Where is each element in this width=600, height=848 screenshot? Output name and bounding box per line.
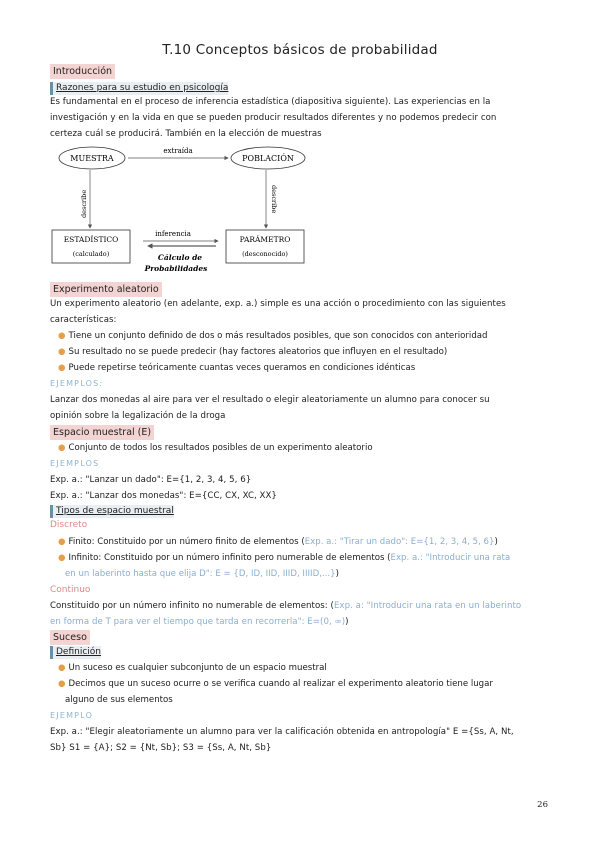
- bullet-dot-icon: ●: [58, 363, 66, 373]
- continuo-example-1: Exp. a: "Introducir una rata en un laberinto: [333, 601, 522, 611]
- inferencia-label: inferencia: [155, 230, 191, 238]
- bullet-dot-icon: ●: [58, 331, 66, 341]
- subheading-tipos: [50, 505, 174, 518]
- muestra-label: MUESTRA: [70, 154, 114, 163]
- continuo-text: Constituido por un número infinito no numerable de elementos: (: [50, 601, 334, 611]
- subheading-razones: [50, 82, 228, 95]
- infinito-example-1: Exp. a.: "Introducir una rata: [390, 553, 511, 563]
- experimento-line-1: Un experimento aleatorio (en adelante, exp. a.) simple es una acción o procedimiento con las siguientes: [50, 299, 506, 309]
- describe-left-label: describe: [80, 189, 88, 218]
- discreto-label: Discreto: [50, 520, 88, 530]
- desconocido-label: (desconocido): [242, 250, 288, 258]
- espacio-bullet-text: Conjunto de todos los resultados posibles de un experimento aleatorio: [68, 443, 373, 453]
- finito-close: ): [494, 537, 498, 547]
- estadistico-label: ESTADÍSTICO: [63, 235, 119, 244]
- infinito-text: Infinito: Constituido por un número infinito pero numerable de elementos (: [68, 553, 391, 563]
- section-heading-introduccion: Introducción: [50, 64, 115, 79]
- infinito-bullet: [58, 552, 510, 564]
- subheading-tipos-text: Tipos de espacio muestral: [56, 506, 174, 516]
- ejemplo-line-2: opinión sobre la legalización de la droga: [50, 411, 226, 421]
- section-heading-espacio: Espacio muestral (E): [50, 425, 154, 440]
- parametro-label: PARÁMETRO: [239, 235, 291, 244]
- intro-line-1: Es fundamental en el proceso de inferencia estadística (diapositiva siguiente). Las experiencias en la: [50, 97, 491, 107]
- bullet-dot-icon: ●: [58, 537, 66, 547]
- finito-text: Finito: Constituido por un número finito de elementos (: [68, 537, 305, 547]
- describe-right-label: describe: [270, 185, 278, 214]
- bullet-dot-icon: ●: [58, 553, 66, 563]
- suceso-bullet-2-continuation: alguno de sus elementos: [65, 695, 173, 705]
- experimento-line-2: características:: [50, 315, 117, 325]
- continuo-example-2: en forma de T para ver el tiempo que tarda en recorrerla": E=(0, ∞): [50, 617, 346, 627]
- finito-example: Exp. a.: "Tirar un dado": E={1, 2, 3, 4, 5, 6}: [304, 537, 495, 547]
- page-title: T.10 Conceptos básicos de probabilidad: [162, 42, 438, 58]
- infinito-close: ): [335, 569, 339, 579]
- intro-line-3: certeza cuál se producirá. También en la elección de muestras: [50, 129, 322, 139]
- extraida-label: extraída: [163, 147, 193, 155]
- inference-diagram: [48, 140, 328, 280]
- espacio-ej-2: Exp. a.: "Lanzar dos monedas": E={CC, CX, XC, XX}: [50, 491, 277, 501]
- subheading-definicion: [50, 646, 101, 659]
- experimento-bullet-2: [58, 346, 447, 358]
- suceso-bullet-2-text: Decimos que un suceso ocurre o se verifica cuando al realizar el experimento aleatorio tiene lugar: [68, 679, 493, 689]
- infinito-example-2: en un laberinto hasta que elija D": E = {D, ID, IID, IIID, IIIID,...}: [65, 569, 336, 579]
- ejemplos-label-1: EJEMPLOS:: [50, 379, 104, 388]
- suceso-ej-2: Sb} S1 = {A}; S2 = {Nt, Sb}; S3 = {Ss, A, Nt, Sb}: [50, 743, 272, 753]
- continuo-line-2: [50, 616, 560, 628]
- experimento-bullet-3: [58, 362, 415, 374]
- bullet-dot-icon: ●: [58, 443, 66, 453]
- ejemplo-label: EJEMPLO: [50, 711, 94, 720]
- bullet-dot-icon: ●: [58, 679, 66, 689]
- experimento-bullet-3-text: Puede repetirse teóricamente cuantas veces queramos en condiciones idénticas: [68, 363, 416, 373]
- infinito-continuation: [65, 568, 339, 580]
- bullet-dot-icon: ●: [58, 347, 66, 357]
- page-number: 26: [537, 800, 548, 810]
- continuo-close: ): [345, 617, 349, 627]
- experimento-bullet-2-text: Su resultado no se puede predecir (hay factores aleatorios que influyen en el resultado): [68, 347, 448, 357]
- section-heading-suceso: Suceso: [50, 630, 90, 645]
- suceso-bullet-2: [58, 678, 493, 690]
- bullet-dot-icon: ●: [58, 663, 66, 673]
- experimento-bullet-1: [58, 330, 488, 342]
- calculado-label: (calculado): [72, 250, 110, 258]
- suceso-bullet-1: [58, 662, 327, 674]
- espacio-bullet: [58, 442, 373, 454]
- espacio-ej-1: Exp. a.: "Lanzar un dado": E={1, 2, 3, 4, 5, 6}: [50, 475, 252, 485]
- section-heading-experimento: Experimento aleatorio: [50, 282, 162, 297]
- finito-bullet: [58, 536, 498, 548]
- continuo-line-1: [50, 600, 560, 612]
- ejemplo-line-1: Lanzar dos monedas al aire para ver el resultado o elegir aleatoriamente un alumno para conocer su: [50, 395, 490, 405]
- poblacion-label: POBLACIÓN: [242, 154, 294, 163]
- calculo-label-2: Probabilidades: [144, 264, 208, 273]
- suceso-bullet-1-text: Un suceso es cualquier subconjunto de un espacio muestral: [68, 663, 327, 673]
- subheading-razones-text: Razones para su estudio en psicología: [56, 83, 229, 93]
- suceso-ej-1: Exp. a.: "Elegir aleatoriamente un alumno para ver la calificación obtenida en antropología" E ={Ss, A, Nt,: [50, 727, 514, 737]
- continuo-label: Continuo: [50, 585, 91, 595]
- experimento-bullet-1-text: Tiene un conjunto definido de dos o más resultados posibles, que son conocidos con anterioridad: [68, 331, 488, 341]
- ejemplos-label-2: EJEMPLOS: [50, 459, 100, 468]
- intro-line-2: investigación y en la vida en que se pueden producir resultados diferentes y no podemos predecir con: [50, 113, 497, 123]
- calculo-label-1: Cálculo de: [157, 253, 203, 262]
- subheading-definicion-text: Definición: [56, 647, 101, 657]
